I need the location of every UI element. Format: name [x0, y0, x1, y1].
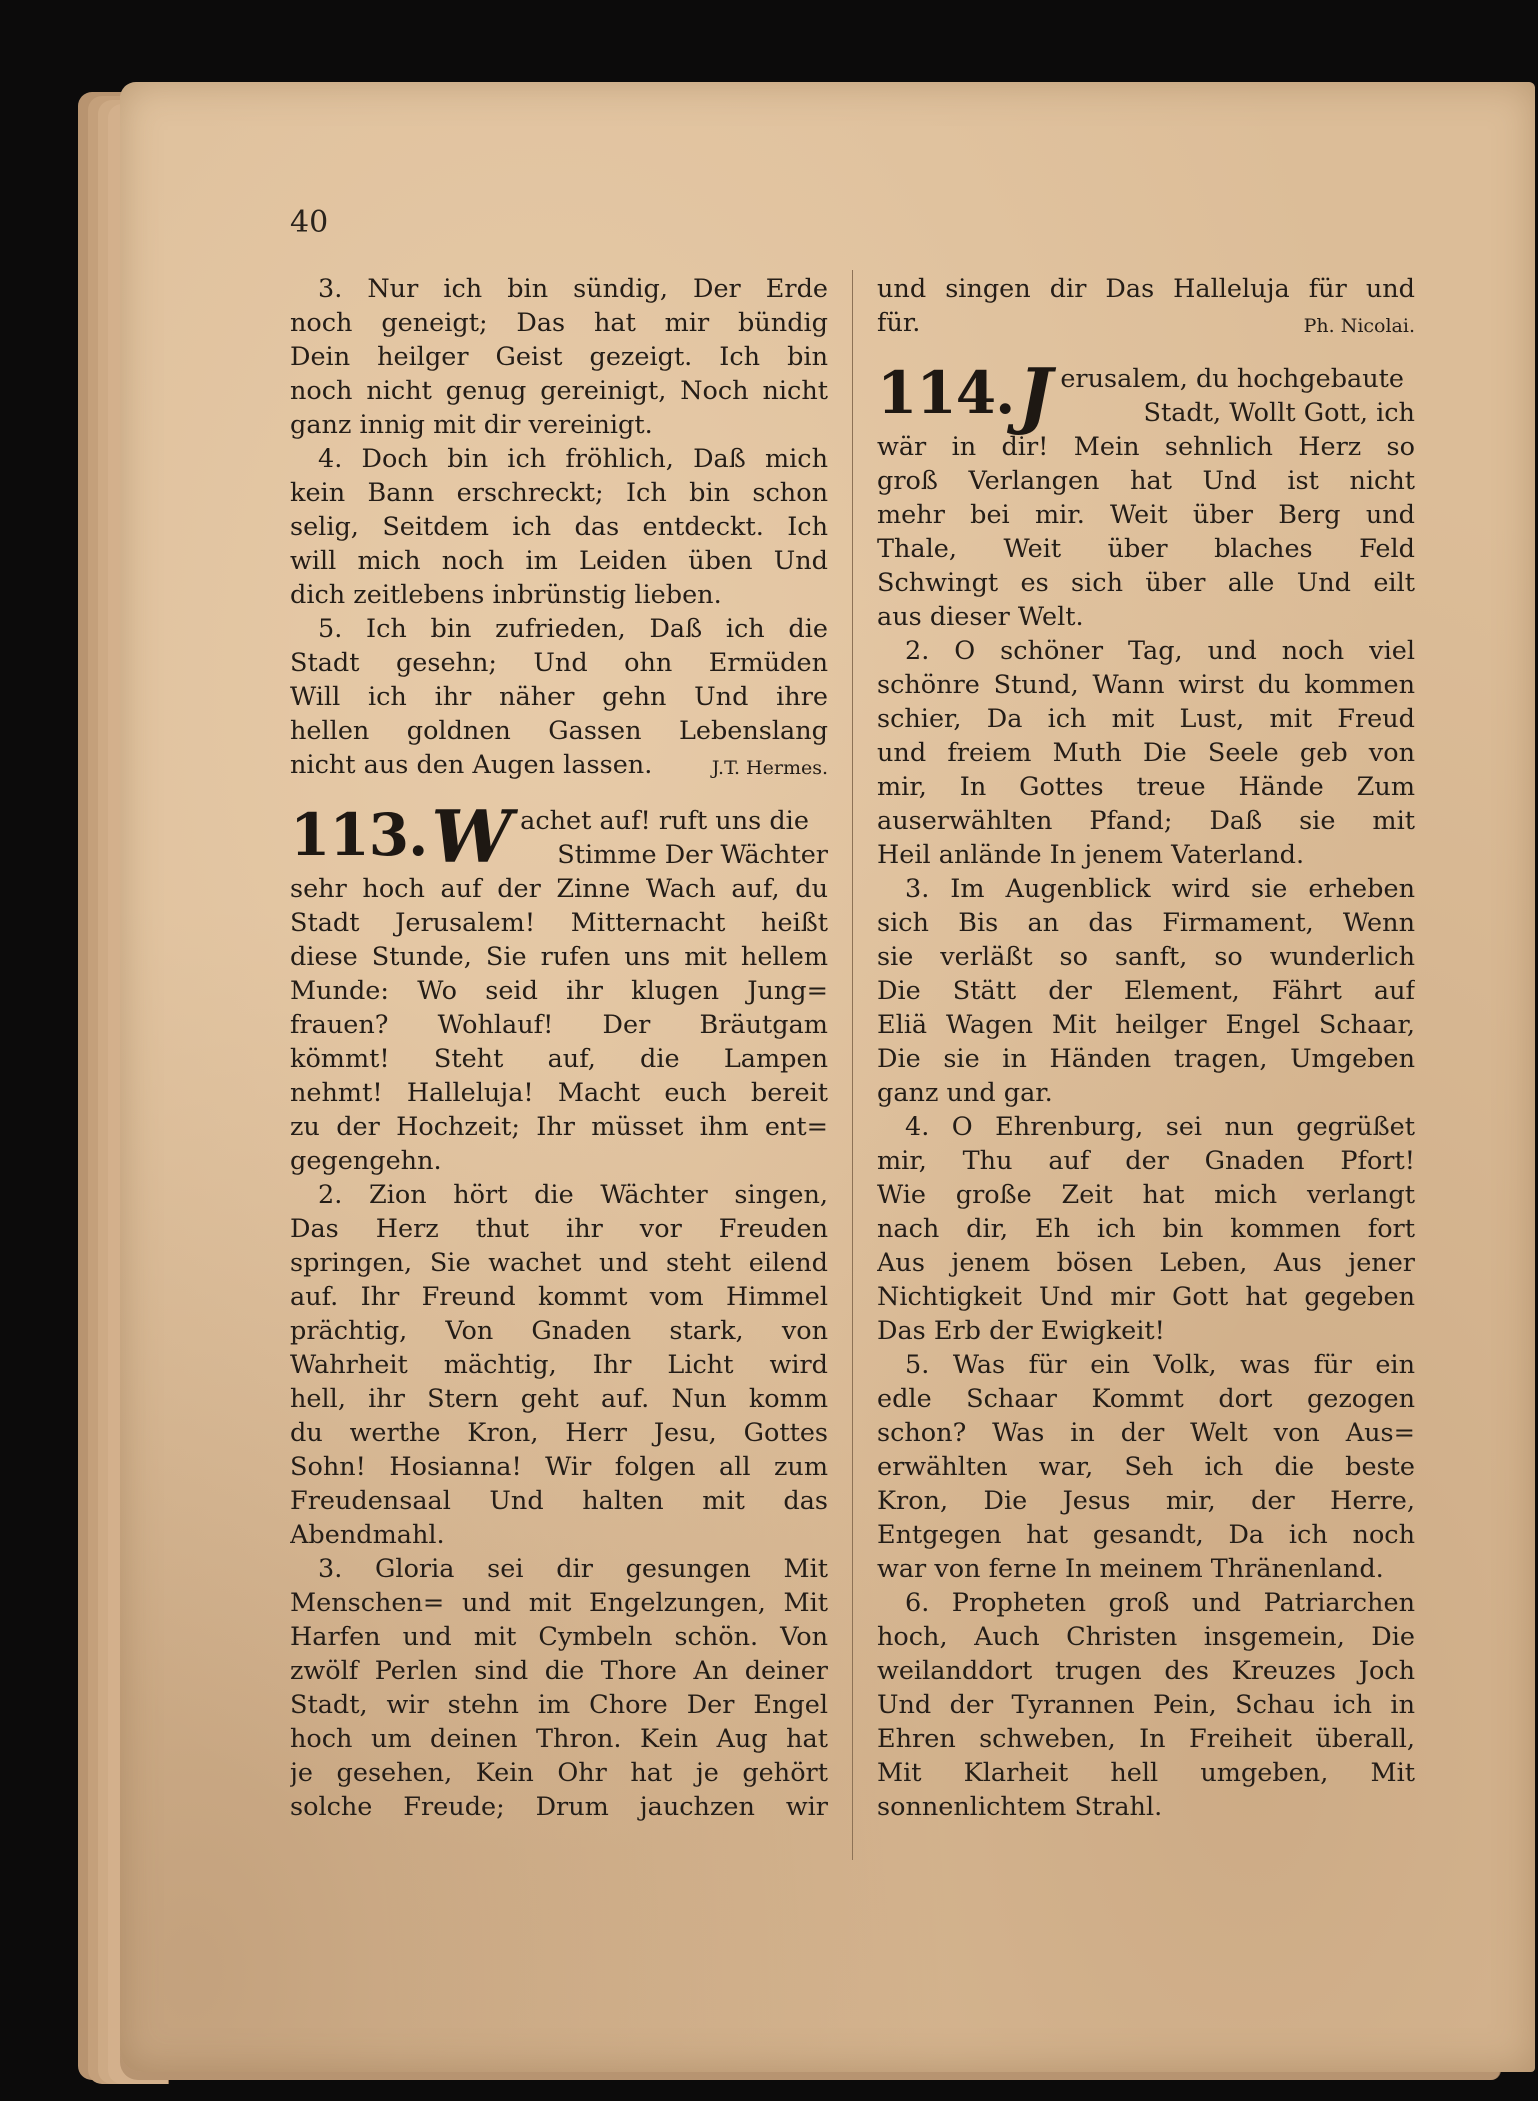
verse-4 — [290, 442, 828, 612]
verse-line: 3. Nur ich bin sündig, Der Erde — [318, 274, 828, 304]
verse-line: Stadt gesehn; Und ohn Ermüden — [290, 648, 828, 678]
author-attribution: J.T. Hermes. — [711, 757, 828, 779]
verse-line: sie verläßt so sanft, so wunderlich — [877, 942, 1415, 972]
verse-line: Wie große Zeit hat mich verlangt — [877, 1180, 1415, 1210]
verse-line: Das Herz thut ihr vor Freuden — [290, 1214, 828, 1244]
verse-line — [877, 306, 1415, 340]
verse-line: je gesehen, Kein Ohr hat je gehört — [290, 1758, 828, 1788]
verse-line: Stimme Der Wächter — [557, 840, 828, 870]
verse-line: Munde: Wo seid ihr klugen Jung= — [290, 976, 828, 1006]
verse-line: 4. Doch bin ich fröhlich, Daß mich — [318, 444, 828, 474]
verse-line — [290, 748, 828, 782]
verse-line: ganz innig mit dir vereinigt. — [290, 410, 653, 440]
verse-line: 3. Im Augenblick wird sie erheben — [905, 874, 1415, 904]
verse-line: Stadt, Wollt Gott, ich — [1143, 398, 1415, 428]
verse-line: und singen dir Das Halleluja für und — [877, 274, 1415, 304]
verse-line: sonnenlichtem Strahl. — [877, 1792, 1163, 1822]
verse-line: und freiem Muth Die Seele geb von — [877, 738, 1415, 768]
verse-line-text: nicht aus den Augen lassen. — [290, 750, 653, 780]
verse-5 — [877, 1348, 1415, 1586]
verse-line: 2. O schöner Tag, und noch viel — [905, 636, 1415, 666]
right-column — [877, 272, 1415, 1824]
verse-line: 5. Ich bin zufrieden, Daß ich die — [318, 614, 828, 644]
verse-line: Stadt Jerusalem! Mitternacht heißt — [290, 908, 828, 938]
verse-line: Will ich ihr näher gehn Und ihre — [290, 682, 828, 712]
verse-line: solche Freude; Drum jauchzen wir — [290, 1792, 828, 1822]
verse-line: zu der Hochzeit; Ihr müsset ihm ent= — [290, 1112, 828, 1142]
verse-line: noch geneigt; Das hat mir bündig — [290, 308, 828, 338]
verse-line: Dein heilger Geist gezeigt. Ich bin — [290, 342, 828, 372]
verse-line: erusalem, du hochgebaute — [1060, 364, 1405, 394]
verse-line: mehr bei mir. Weit über Berg und — [877, 500, 1415, 530]
verse-line: zwölf Perlen sind die Thore An deiner — [290, 1656, 828, 1686]
verse-line: Kron, Die Jesus mir, der Herre, — [877, 1486, 1415, 1516]
verse-line: Freudensaal Und halten mit das — [290, 1486, 828, 1516]
verse-line: Wahrheit mächtig, Ihr Licht wird — [290, 1350, 828, 1380]
verse-line: Sohn! Hosianna! Wir folgen all zum — [290, 1452, 828, 1482]
verse-line: hoch um deinen Thron. Kein Aug hat — [290, 1724, 828, 1754]
verse-line: Abendmahl. — [290, 1520, 445, 1550]
verse-line: Die sie in Händen tragen, Umgeben — [877, 1044, 1415, 1074]
verse-line: selig, Seitdem ich das entdeckt. Ich — [290, 512, 828, 542]
verse-2 — [877, 634, 1415, 872]
verse-line: Eliä Wagen Mit heilger Engel Schaar, — [877, 1010, 1415, 1040]
verse-line: edle Schaar Kommt dort gezogen — [877, 1384, 1415, 1414]
verse-line: groß Verlangen hat Und ist nicht — [877, 466, 1415, 496]
verse-line: hoch, Auch Christen insgemein, Die — [877, 1622, 1415, 1652]
verse-line: auf. Ihr Freund kommt vom Himmel — [290, 1282, 828, 1312]
verse-line: Ehren schweben, In Freiheit überall, — [877, 1724, 1415, 1754]
verse-line: will mich noch im Leiden üben Und — [290, 546, 828, 576]
verse-line: noch nicht genug gereinigt, Noch nicht — [290, 376, 828, 406]
verse-line: diese Stunde, Sie rufen uns mit hellem — [290, 942, 828, 972]
verse-line: Heil anlände In jenem Vaterland. — [877, 840, 1305, 870]
verse-line: Entgegen hat gesandt, Da ich noch — [877, 1520, 1415, 1550]
verse-6 — [877, 1586, 1415, 1824]
verse-line: Und der Tyrannen Pein, Schau ich in — [877, 1690, 1415, 1720]
hymn-number: 113. — [290, 801, 428, 869]
left-column — [290, 272, 828, 1824]
verse-line: 6. Propheten groß und Patriarchen — [905, 1588, 1415, 1618]
hymn-113 — [290, 794, 828, 1824]
verse-line: Nichtigkeit Und mir Gott hat gegeben — [877, 1282, 1415, 1312]
verse-line: prächtig, Von Gnaden stark, von — [290, 1316, 828, 1346]
verse-line: Thale, Weit über blaches Feld — [877, 534, 1415, 564]
verse-line: mir, In Gottes treue Hände Zum — [877, 772, 1415, 802]
verse-5 — [290, 612, 828, 782]
verse-line: Aus jenem bösen Leben, Aus jener — [877, 1248, 1415, 1278]
verse-line: springen, Sie wachet und steht eilend — [290, 1248, 828, 1278]
verse-line: Mit Klarheit hell umgeben, Mit — [877, 1758, 1415, 1788]
verse-line-text: für. — [877, 308, 921, 338]
verse-line: Harfen und mit Cymbeln schön. Von — [290, 1622, 828, 1652]
drop-cap-initial: W — [431, 794, 513, 879]
verse-line: 3. Gloria sei dir gesungen Mit — [318, 1554, 828, 1584]
verse-line: gegengehn. — [290, 1146, 442, 1176]
verse-line: nehmt! Halleluja! Macht euch bereit — [290, 1078, 828, 1108]
verse-line: schönre Stund, Wann wirst du kommen — [877, 670, 1415, 700]
hymn-heading — [877, 352, 1415, 437]
verse-line: sich Bis an das Firmament, Wenn — [877, 908, 1415, 938]
verse-line: schier, Da ich mit Lust, mit Freud — [877, 704, 1415, 734]
hymn-114 — [877, 352, 1415, 1824]
verse-line: schon? Was in der Welt von Aus= — [877, 1418, 1415, 1448]
author-attribution: Ph. Nicolai. — [1303, 315, 1415, 337]
verse-3 — [290, 272, 828, 442]
verse-line: Das Erb der Ewigkeit! — [877, 1316, 1165, 1346]
page-number: 40 — [290, 205, 329, 240]
verse-line: nach dir, Eh ich bin kommen fort — [877, 1214, 1415, 1244]
verse-line: wär in dir! Mein sehnlich Herz so — [877, 432, 1415, 462]
verse-line: weilanddort trugen des Kreuzes Joch — [877, 1656, 1415, 1686]
verse-line: Die Stätt der Element, Fährt auf — [877, 976, 1415, 1006]
verse-line: mir, Thu auf der Gnaden Pfort! — [877, 1146, 1415, 1176]
verse-line: Stadt, wir stehn im Chore Der Engel — [290, 1690, 828, 1720]
hymn-heading-lines — [1060, 362, 1415, 430]
verse-3 — [290, 1552, 828, 1824]
verse-line: ganz und gar. — [877, 1078, 1053, 1108]
verse-line: du werthe Kron, Herr Jesu, Gottes — [290, 1418, 828, 1448]
verse-line: kömmt! Steht auf, die Lampen — [290, 1044, 828, 1074]
verse-line: hellen goldnen Gassen Lebenslang — [290, 716, 828, 746]
verse-line: Menschen= und mit Engelzungen, Mit — [290, 1588, 828, 1618]
verse-4 — [877, 1110, 1415, 1348]
verse-continuation — [877, 272, 1415, 340]
verse-line: achet auf! ruft uns die — [520, 806, 809, 836]
verse-line: 5. Was für ein Volk, was für ein — [905, 1350, 1415, 1380]
verse-line: war von ferne In meinem Thränenland. — [877, 1554, 1384, 1584]
hymn-heading-lines — [520, 804, 828, 872]
drop-cap-initial: J — [1018, 352, 1053, 437]
verse-line: auserwählten Pfand; Daß sie mit — [877, 806, 1415, 836]
verse-line: aus dieser Welt. — [877, 602, 1084, 632]
verse-3 — [877, 872, 1415, 1110]
verse-line: Schwingt es sich über alle Und eilt — [877, 568, 1415, 598]
verse-line: 4. O Ehrenburg, sei nun gegrüßet — [905, 1112, 1415, 1142]
verse-line: dich zeitlebens inbrünstig lieben. — [290, 580, 722, 610]
verse-line: kein Bann erschreckt; Ich bin schon — [290, 478, 828, 508]
verse-2 — [290, 1178, 828, 1552]
verse-line: sehr hoch auf der Zinne Wach auf, du — [290, 874, 828, 904]
verse-line: frauen? Wohlauf! Der Bräutgam — [290, 1010, 828, 1040]
verse-line: 2. Zion hört die Wächter singen, — [318, 1180, 828, 1210]
verse-line: hell, ihr Stern geht auf. Nun komm — [290, 1384, 828, 1414]
hymn-number: 114. — [877, 359, 1015, 427]
verse-line: erwählten war, Seh ich die beste — [877, 1452, 1415, 1482]
hymn-heading — [290, 794, 828, 879]
column-divider — [852, 270, 853, 1860]
